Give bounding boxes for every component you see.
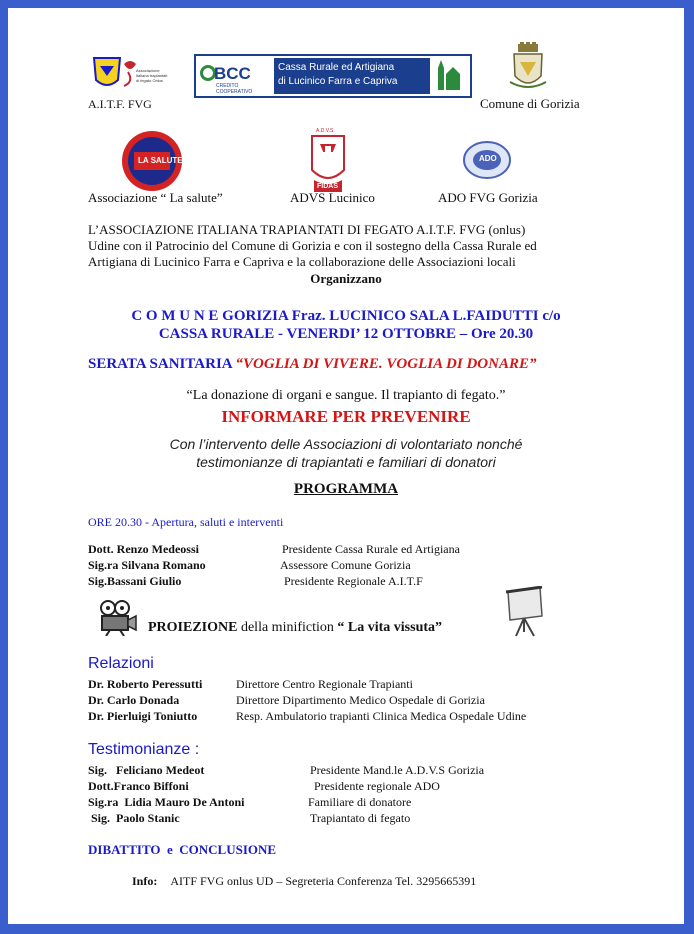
aitf-label: A.I.T.F. FVG (88, 97, 152, 111)
speaker-role: Assessore Comune Gorizia (280, 558, 411, 572)
serata-title: “VOGLIA DI VIVERE. VOGLIA DI DONARE” (235, 356, 537, 372)
relazione-role: Direttore Centro Regionale Trapianti (236, 677, 413, 691)
ado-logo-text: ADO (479, 154, 497, 163)
intro-line2: Udine con il Patrocinio del Comune di Gorizia e con il sostegno della Cassa Rurale ed (88, 238, 537, 253)
church-icon (434, 58, 464, 92)
ore-line: ORE 20.30 - Apertura, saluti e interventi (88, 515, 284, 529)
bcc-word: BCC (214, 64, 251, 83)
film-camera-icon (98, 600, 138, 636)
advs-logo-bottom: FIDAS (317, 183, 338, 190)
testimone-role: Familiare di donatore (308, 795, 412, 809)
flyer-page (8, 8, 684, 924)
serata-line (88, 356, 536, 373)
bcc-sub: CREDITO COOPERATIVO (216, 83, 253, 95)
proiezione-rest: della minifiction (237, 620, 338, 635)
location-line1: C O M U N E GORIZIA Fraz. LUCINICO SALA L.FAIDUTTI c/o (131, 308, 561, 324)
la-salute-logo-icon (120, 130, 184, 192)
testimone-name: Sig. Paolo Stanic (88, 811, 180, 825)
comune-crest-icon (508, 42, 548, 92)
relazione-name: Dr. Carlo Donada (88, 693, 180, 707)
ado-logo-icon (462, 140, 512, 180)
serata-prefix: SERATA SANITARIA (88, 356, 232, 372)
relazioni-heading: Relazioni (88, 655, 154, 672)
projection-screen-icon (502, 586, 546, 638)
slogan: INFORMARE PER PREVENIRE (221, 407, 471, 426)
bank-line1: Cassa Rurale ed Artigiana (278, 62, 395, 73)
info-line (132, 874, 476, 889)
intervento-line1: Con l’intervento delle Associazioni di volontariato nonché (169, 436, 523, 452)
bcc-logo-icon (194, 54, 472, 98)
aitf-logo-tagline: Associazione italiana trapiantati di fegato Onlus (136, 68, 168, 83)
testimone-name: Dott.Franco Biffoni (88, 779, 189, 793)
bank-line2: di Lucinico Farra e Capriva (278, 76, 398, 87)
speaker-name: Sig.ra Silvana Romano (88, 558, 206, 572)
salute-label: Associazione “ La salute” (88, 190, 223, 205)
organizzano: Organizzano (310, 271, 382, 286)
relazione-role: Resp. Ambulatorio trapianti Clinica Medica Ospedale Udine (236, 709, 527, 723)
programma-heading: PROGRAMMA (293, 481, 399, 497)
la-salute-logo-text: LA SALUTE (138, 156, 183, 165)
testimonianze-heading: Testimonianze : (88, 741, 200, 758)
testimone-name: Sig. Feliciano Medeot (88, 763, 205, 777)
testimone-role: Trapiantato di fegato (310, 811, 411, 825)
proiezione-bold: PROIEZIONE (148, 620, 238, 635)
aitf-logo-icon (90, 54, 170, 94)
proiezione-title: “ La vita vissuta” (337, 620, 443, 635)
comune-label: Comune di Gorizia (480, 96, 580, 111)
advs-fidas-logo-icon (308, 128, 348, 194)
advs-label: ADVS Lucinico (290, 190, 375, 205)
speaker-role: Presidente Regionale A.I.T.F (284, 574, 423, 588)
proiezione-line (148, 620, 442, 636)
info-text: AITF FVG onlus UD – Segreteria Conferenza Tel. 3295665391 (170, 874, 477, 888)
quote: “La donazione di organi e sangue. Il trapianto di fegato.” (186, 388, 506, 403)
testimone-role: Presidente Mand.le A.D.V.S Gorizia (310, 763, 485, 777)
testimone-role: Presidente regionale ADO (314, 779, 440, 793)
info-label: Info: (132, 874, 158, 888)
ado-label: ADO FVG Gorizia (438, 190, 538, 205)
bank-name (274, 58, 430, 94)
intro-line1: L’ASSOCIAZIONE ITALIANA TRAPIANTATI DI FEGATO A.I.T.F. FVG (onlus) (88, 222, 526, 237)
advs-logo-top: A.D.V.S. (316, 128, 335, 134)
intro-line3: Artigiana di Lucinico Farra e Capriva e la collaborazione delle Associazioni locali (88, 254, 516, 269)
relazione-name: Dr. Roberto Peressutti (88, 677, 203, 691)
relazione-name: Dr. Pierluigi Toniutto (88, 709, 198, 723)
testimone-name: Sig.ra Lidia Mauro De Antoni (88, 795, 245, 809)
speaker-name: Sig.Bassani Giulio (88, 574, 182, 588)
speaker-role: Presidente Cassa Rurale ed Artigiana (282, 542, 460, 556)
intervento-line2: testimonianze di trapiantati e familiari di donatori (196, 454, 496, 470)
relazione-role: Direttore Dipartimento Medico Ospedale di Gorizia (236, 693, 485, 707)
location-line2: CASSA RURALE - VENERDI’ 12 OTTOBRE – Ore 20.30 (158, 326, 534, 342)
speaker-name: Dott. Renzo Medeossi (88, 542, 199, 556)
dibattito: DIBATTITO e CONCLUSIONE (88, 842, 277, 857)
